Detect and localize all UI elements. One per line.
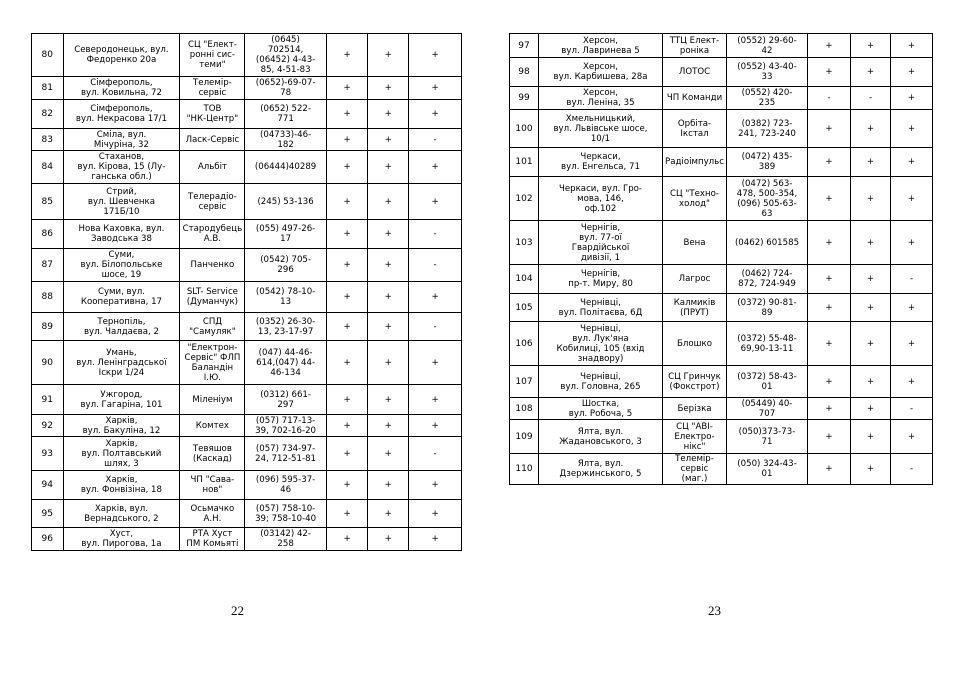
cell-mark-2: - bbox=[851, 87, 891, 110]
cell-mark-1: + bbox=[326, 437, 368, 471]
cell-phone: (050)373-73- 71 bbox=[727, 420, 808, 454]
cell-mark-2: + bbox=[851, 58, 891, 87]
service-centers-table-right bbox=[509, 33, 933, 485]
cell-mark-3: + bbox=[409, 282, 462, 313]
cell-row-number: 95 bbox=[32, 500, 64, 528]
cell-phone: (0645) 702514, (06452) 4-43- 85, 4-51-83 bbox=[245, 34, 326, 77]
table-row bbox=[510, 322, 933, 366]
cell-phone: (0652)-69-07- 78 bbox=[245, 77, 326, 100]
cell-service-name: Міленіум bbox=[180, 385, 245, 415]
cell-mark-2: + bbox=[368, 100, 409, 129]
cell-mark-1: + bbox=[326, 151, 368, 184]
cell-row-number: 94 bbox=[32, 471, 64, 500]
cell-address: Нова Каховка, вул. Заводська 38 bbox=[63, 220, 180, 249]
table-row bbox=[32, 220, 462, 249]
page-right bbox=[509, 33, 932, 485]
cell-mark-3: + bbox=[891, 148, 933, 177]
cell-address: Чернігів, вул. 77-ої Гвардійської дивізії, 1 bbox=[539, 221, 663, 265]
cell-mark-3: + bbox=[409, 341, 462, 385]
cell-mark-2: + bbox=[368, 528, 409, 551]
table-row bbox=[32, 151, 462, 184]
cell-mark-2: + bbox=[851, 366, 891, 398]
cell-mark-2: + bbox=[851, 420, 891, 454]
cell-address: Харків, вул. Фонвізіна, 18 bbox=[63, 471, 180, 500]
cell-row-number: 81 bbox=[32, 77, 64, 100]
table-row bbox=[510, 221, 933, 265]
cell-row-number: 80 bbox=[32, 34, 64, 77]
cell-service-name: Стародубець А.В. bbox=[180, 220, 245, 249]
cell-phone: (0372) 90-81- 89 bbox=[727, 294, 808, 322]
cell-mark-1: + bbox=[326, 34, 368, 77]
cell-service-name: Вена bbox=[663, 221, 727, 265]
cell-row-number: 109 bbox=[510, 420, 539, 454]
cell-address: Сімферополь, вул. Некрасова 17/1 bbox=[63, 100, 180, 129]
cell-mark-1: + bbox=[808, 221, 851, 265]
table-row bbox=[510, 34, 933, 58]
cell-phone: (0552) 43-40- 33 bbox=[727, 58, 808, 87]
cell-row-number: 86 bbox=[32, 220, 64, 249]
table-body-right bbox=[510, 34, 933, 485]
cell-address: Харків, вул. Вернадського, 2 bbox=[63, 500, 180, 528]
cell-mark-2: + bbox=[368, 471, 409, 500]
cell-row-number: 96 bbox=[32, 528, 64, 551]
cell-mark-3: + bbox=[409, 528, 462, 551]
cell-service-name: Тевяшов (Каскад) bbox=[180, 437, 245, 471]
cell-phone: (03142) 42- 258 bbox=[245, 528, 326, 551]
cell-mark-3: + bbox=[409, 151, 462, 184]
cell-mark-2: + bbox=[368, 437, 409, 471]
cell-mark-2: + bbox=[368, 77, 409, 100]
table-row bbox=[32, 528, 462, 551]
cell-mark-2: + bbox=[851, 221, 891, 265]
cell-phone: (0472) 435- 389 bbox=[727, 148, 808, 177]
table-row bbox=[32, 341, 462, 385]
cell-mark-1: + bbox=[326, 220, 368, 249]
cell-mark-3: + bbox=[409, 100, 462, 129]
cell-phone: (0462) 601585 bbox=[727, 221, 808, 265]
table-row bbox=[32, 282, 462, 313]
cell-mark-3: + bbox=[409, 471, 462, 500]
cell-mark-3: - bbox=[409, 220, 462, 249]
cell-phone: (0462) 724- 872, 724-949 bbox=[727, 265, 808, 294]
cell-service-name: SLT- Service (Думанчук) bbox=[180, 282, 245, 313]
cell-service-name: Ласк-Сервіс bbox=[180, 129, 245, 151]
cell-mark-2: + bbox=[851, 265, 891, 294]
cell-mark-2: + bbox=[851, 177, 891, 221]
cell-address: Чернігів, пр-т. Миру, 80 bbox=[539, 265, 663, 294]
table-row bbox=[510, 366, 933, 398]
cell-mark-3: - bbox=[891, 265, 933, 294]
cell-mark-2: + bbox=[368, 151, 409, 184]
cell-address: Северодонецьк, вул. Федоренко 20а bbox=[63, 34, 180, 77]
cell-row-number: 106 bbox=[510, 322, 539, 366]
table-body-left bbox=[32, 34, 462, 551]
cell-phone: (050) 324-43- 01 bbox=[727, 454, 808, 485]
cell-service-name: СЦ Гринчук (Фокстрот) bbox=[663, 366, 727, 398]
cell-mark-2: + bbox=[851, 110, 891, 148]
cell-service-name: Телемір- сервіс bbox=[180, 77, 245, 100]
cell-row-number: 87 bbox=[32, 249, 64, 282]
cell-mark-3: + bbox=[891, 110, 933, 148]
cell-row-number: 97 bbox=[510, 34, 539, 58]
cell-mark-1: + bbox=[808, 177, 851, 221]
cell-mark-3: + bbox=[409, 184, 462, 220]
cell-address: Шостка, вул. Робоча, 5 bbox=[539, 398, 663, 420]
cell-mark-3: + bbox=[409, 385, 462, 415]
cell-row-number: 100 bbox=[510, 110, 539, 148]
cell-mark-1: + bbox=[326, 471, 368, 500]
cell-mark-1: + bbox=[808, 398, 851, 420]
cell-phone: (096) 595-37- 46 bbox=[245, 471, 326, 500]
table-row bbox=[510, 454, 933, 485]
cell-service-name: "Електрон- Сервіс" ФЛП Баландін І.Ю. bbox=[180, 341, 245, 385]
cell-service-name: СЦ "Техно- холод" bbox=[663, 177, 727, 221]
cell-service-name: Комтех bbox=[180, 415, 245, 437]
table-row bbox=[32, 77, 462, 100]
table-row bbox=[510, 148, 933, 177]
cell-mark-1: + bbox=[326, 100, 368, 129]
cell-service-name: ЛОТОС bbox=[663, 58, 727, 87]
cell-mark-2: + bbox=[368, 220, 409, 249]
cell-service-name: СЦ "АВІ- Електро- нікс" bbox=[663, 420, 727, 454]
cell-service-name: ТТЦ Елект- роніка bbox=[663, 34, 727, 58]
cell-mark-1: + bbox=[326, 528, 368, 551]
cell-address: Херсон, вул. Карбишева, 28а bbox=[539, 58, 663, 87]
cell-address: Суми, вул. Білопольське шосе, 19 bbox=[63, 249, 180, 282]
cell-mark-3: + bbox=[891, 420, 933, 454]
cell-mark-1: + bbox=[808, 454, 851, 485]
cell-address: Харків, вул. Полтавський шлях, 3 bbox=[63, 437, 180, 471]
cell-phone: (0372) 55-48- 69,90-13-11 bbox=[727, 322, 808, 366]
cell-mark-1: + bbox=[808, 265, 851, 294]
cell-service-name: Панченко bbox=[180, 249, 245, 282]
cell-mark-2: + bbox=[368, 184, 409, 220]
cell-row-number: 99 bbox=[510, 87, 539, 110]
cell-service-name: ЧП Команди bbox=[663, 87, 727, 110]
cell-row-number: 102 bbox=[510, 177, 539, 221]
cell-mark-2: + bbox=[368, 249, 409, 282]
cell-phone: (0542) 705- 296 bbox=[245, 249, 326, 282]
cell-mark-2: + bbox=[368, 341, 409, 385]
cell-service-name: Телерадіо- сервіс bbox=[180, 184, 245, 220]
cell-row-number: 108 bbox=[510, 398, 539, 420]
cell-mark-1: + bbox=[326, 129, 368, 151]
cell-mark-1: + bbox=[808, 322, 851, 366]
cell-row-number: 82 bbox=[32, 100, 64, 129]
cell-mark-3: - bbox=[409, 437, 462, 471]
cell-mark-3: + bbox=[891, 294, 933, 322]
cell-mark-1: + bbox=[326, 249, 368, 282]
table-row bbox=[510, 420, 933, 454]
cell-mark-3: + bbox=[891, 177, 933, 221]
table-row bbox=[510, 398, 933, 420]
cell-mark-2: + bbox=[368, 500, 409, 528]
cell-address: Умань, вул. Ленінградської Іскри 1/24 bbox=[63, 341, 180, 385]
cell-service-name: Альбіт bbox=[180, 151, 245, 184]
cell-mark-1: + bbox=[326, 282, 368, 313]
cell-address: Ужгород, вул. Гагаріна, 101 bbox=[63, 385, 180, 415]
cell-mark-1: + bbox=[808, 420, 851, 454]
cell-address: Тернопіль, вул. Чалдаєва, 2 bbox=[63, 313, 180, 341]
cell-phone: (0652) 522- 771 bbox=[245, 100, 326, 129]
cell-mark-3: + bbox=[409, 77, 462, 100]
cell-mark-2: + bbox=[851, 294, 891, 322]
cell-mark-3: + bbox=[891, 322, 933, 366]
cell-service-name: ТОВ "НК-Центр" bbox=[180, 100, 245, 129]
cell-row-number: 103 bbox=[510, 221, 539, 265]
cell-mark-2: + bbox=[851, 454, 891, 485]
cell-mark-3: - bbox=[409, 313, 462, 341]
cell-address: Хмельницький, вул. Львівське шосе, 10/1 bbox=[539, 110, 663, 148]
cell-phone: (0382) 723- 241, 723-240 bbox=[727, 110, 808, 148]
cell-mark-3: + bbox=[891, 58, 933, 87]
cell-service-name: Орбіта- Ікстал bbox=[663, 110, 727, 148]
cell-row-number: 89 bbox=[32, 313, 64, 341]
cell-phone: (05449) 40- 707 bbox=[727, 398, 808, 420]
cell-address: Хуст, вул. Пирогова, 1а bbox=[63, 528, 180, 551]
cell-service-name: ЧП "Сава- нов" bbox=[180, 471, 245, 500]
cell-mark-3: + bbox=[409, 34, 462, 77]
cell-address: Чернівці, вул. Головна, 265 bbox=[539, 366, 663, 398]
cell-phone: (0352) 26-30- 13, 23-17-97 bbox=[245, 313, 326, 341]
cell-mark-2: + bbox=[368, 385, 409, 415]
cell-mark-1: + bbox=[808, 110, 851, 148]
cell-row-number: 90 bbox=[32, 341, 64, 385]
cell-service-name: Телемір- сервіс (маг.) bbox=[663, 454, 727, 485]
table-row bbox=[510, 294, 933, 322]
cell-mark-1: + bbox=[808, 34, 851, 58]
cell-service-name: Лагрос bbox=[663, 265, 727, 294]
cell-mark-1: + bbox=[808, 366, 851, 398]
cell-row-number: 85 bbox=[32, 184, 64, 220]
cell-service-name: СЦ "Елект- ронні сис- теми" bbox=[180, 34, 245, 77]
cell-service-name: Радіоімпульс bbox=[663, 148, 727, 177]
table-row bbox=[32, 249, 462, 282]
cell-address: Сімферополь, вул. Ковильна, 72 bbox=[63, 77, 180, 100]
cell-mark-3: + bbox=[891, 87, 933, 110]
cell-mark-2: + bbox=[368, 415, 409, 437]
cell-phone: (0472) 563- 478, 500-354, (096) 505-63- 63 bbox=[727, 177, 808, 221]
service-centers-table-left bbox=[31, 33, 462, 551]
table-row bbox=[32, 184, 462, 220]
cell-mark-1: + bbox=[326, 184, 368, 220]
cell-phone: (0552) 420- 235 bbox=[727, 87, 808, 110]
cell-mark-3: - bbox=[891, 454, 933, 485]
cell-phone: (245) 53-136 bbox=[245, 184, 326, 220]
cell-row-number: 101 bbox=[510, 148, 539, 177]
cell-row-number: 84 bbox=[32, 151, 64, 184]
cell-row-number: 105 bbox=[510, 294, 539, 322]
page-number-left: 22 bbox=[231, 603, 244, 618]
cell-mark-1: + bbox=[326, 341, 368, 385]
cell-mark-2: + bbox=[851, 34, 891, 58]
cell-address: Черкаси, вул. Енгельса, 71 bbox=[539, 148, 663, 177]
cell-address: Харків, вул. Бакуліна, 12 bbox=[63, 415, 180, 437]
cell-mark-1: + bbox=[808, 58, 851, 87]
cell-mark-2: + bbox=[851, 322, 891, 366]
table-row bbox=[32, 129, 462, 151]
table-row bbox=[32, 34, 462, 77]
cell-mark-1: - bbox=[808, 87, 851, 110]
cell-row-number: 107 bbox=[510, 366, 539, 398]
cell-phone: (057) 758-10- 39; 758-10-40 bbox=[245, 500, 326, 528]
cell-service-name: Осьмачко А.Н. bbox=[180, 500, 245, 528]
cell-mark-1: + bbox=[808, 148, 851, 177]
cell-service-name: Калмиків (ПРУТ) bbox=[663, 294, 727, 322]
cell-phone: (0372) 58-43- 01 bbox=[727, 366, 808, 398]
cell-address: Черкаси, вул. Гро- мова, 146, оф.102 bbox=[539, 177, 663, 221]
cell-mark-1: + bbox=[326, 385, 368, 415]
cell-phone: (0552) 29-60- 42 bbox=[727, 34, 808, 58]
cell-mark-3: + bbox=[409, 500, 462, 528]
cell-mark-3: - bbox=[891, 398, 933, 420]
cell-phone: (047) 44-46- 614,(047) 44- 46-134 bbox=[245, 341, 326, 385]
table-row bbox=[32, 100, 462, 129]
cell-mark-1: + bbox=[326, 415, 368, 437]
cell-phone: (0312) 661- 297 bbox=[245, 385, 326, 415]
table-row bbox=[32, 385, 462, 415]
table-row bbox=[32, 437, 462, 471]
cell-address: Херсон, вул. Лавринева 5 bbox=[539, 34, 663, 58]
table-row bbox=[510, 87, 933, 110]
cell-phone: (055) 497-26- 17 bbox=[245, 220, 326, 249]
cell-address: Стрий, вул. Шевченка 171Б/10 bbox=[63, 184, 180, 220]
cell-address: Чернівці, вул. Лук'яна Кобилиці, 105 (вхід знадвору) bbox=[539, 322, 663, 366]
cell-address: Чернівці, вул. Політаєва, 6Д bbox=[539, 294, 663, 322]
cell-address: Сміла, вул. Мічуріна, 32 bbox=[63, 129, 180, 151]
cell-mark-2: + bbox=[368, 313, 409, 341]
cell-row-number: 91 bbox=[32, 385, 64, 415]
cell-mark-2: + bbox=[368, 129, 409, 151]
cell-service-name: СПД "Самуляк" bbox=[180, 313, 245, 341]
page-left bbox=[31, 33, 462, 551]
cell-service-name: РТА Хуст ПМ Комьяті bbox=[180, 528, 245, 551]
cell-mark-1: + bbox=[326, 500, 368, 528]
cell-mark-1: + bbox=[808, 294, 851, 322]
cell-phone: (0542) 78-10- 13 bbox=[245, 282, 326, 313]
cell-row-number: 93 bbox=[32, 437, 64, 471]
cell-phone: (057) 734-97- 24, 712-51-81 bbox=[245, 437, 326, 471]
cell-mark-3: - bbox=[409, 129, 462, 151]
cell-address: Ялта, вул. Дзержинського, 5 bbox=[539, 454, 663, 485]
table-row bbox=[32, 500, 462, 528]
cell-mark-1: + bbox=[326, 313, 368, 341]
cell-address: Ялта, вул. Жадановського, 3 bbox=[539, 420, 663, 454]
cell-row-number: 92 bbox=[32, 415, 64, 437]
cell-row-number: 83 bbox=[32, 129, 64, 151]
cell-service-name: Блошко bbox=[663, 322, 727, 366]
page-number-right: 23 bbox=[708, 603, 721, 618]
cell-mark-2: + bbox=[368, 34, 409, 77]
cell-address: Херсон, вул. Леніна, 35 bbox=[539, 87, 663, 110]
cell-phone: (057) 717-13- 39, 702-16-20 bbox=[245, 415, 326, 437]
cell-row-number: 98 bbox=[510, 58, 539, 87]
cell-row-number: 110 bbox=[510, 454, 539, 485]
table-row bbox=[510, 110, 933, 148]
table-row bbox=[510, 177, 933, 221]
cell-row-number: 104 bbox=[510, 265, 539, 294]
cell-mark-3: + bbox=[891, 366, 933, 398]
cell-mark-2: + bbox=[368, 282, 409, 313]
table-row bbox=[510, 265, 933, 294]
cell-address: Стаханов, вул. Кірова, 15 (Лу- ганська обл.) bbox=[63, 151, 180, 184]
cell-address: Суми, вул. Кооперативна, 17 bbox=[63, 282, 180, 313]
cell-phone: (06444)40289 bbox=[245, 151, 326, 184]
cell-mark-3: - bbox=[409, 249, 462, 282]
table-row bbox=[510, 58, 933, 87]
cell-mark-3: + bbox=[409, 415, 462, 437]
cell-mark-2: + bbox=[851, 398, 891, 420]
table-row bbox=[32, 471, 462, 500]
cell-phone: (04733)-46- 182 bbox=[245, 129, 326, 151]
table-row bbox=[32, 415, 462, 437]
cell-mark-1: + bbox=[326, 77, 368, 100]
cell-mark-2: + bbox=[851, 148, 891, 177]
cell-service-name: Берізка bbox=[663, 398, 727, 420]
cell-row-number: 88 bbox=[32, 282, 64, 313]
table-row bbox=[32, 313, 462, 341]
cell-mark-3: + bbox=[891, 34, 933, 58]
cell-mark-3: + bbox=[891, 221, 933, 265]
